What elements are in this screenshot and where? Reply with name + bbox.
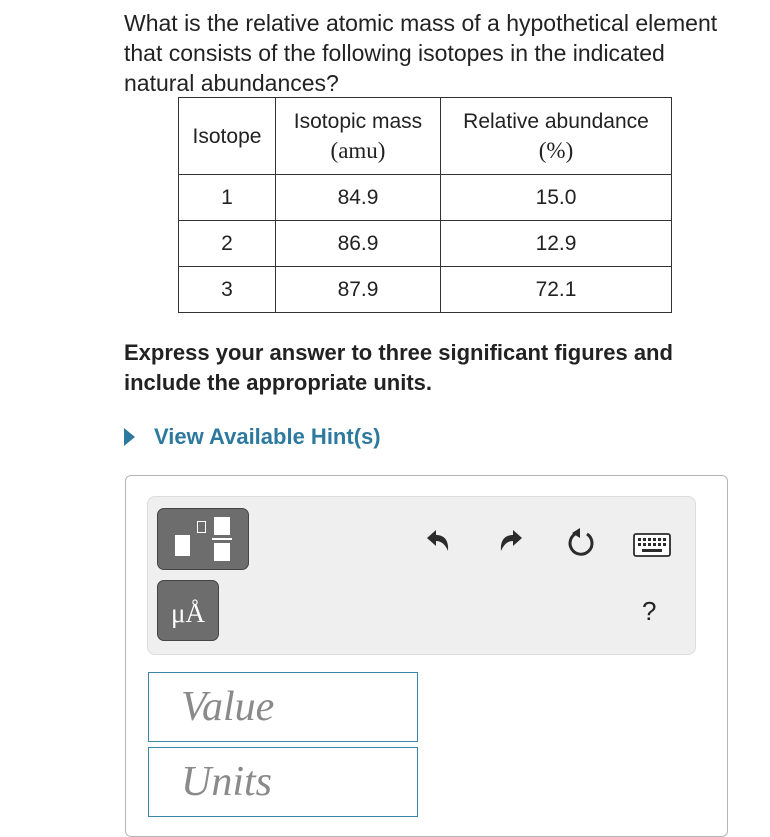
value-field[interactable] — [148, 672, 418, 742]
table-header-row — [179, 98, 672, 175]
header-isotopic-mass — [276, 98, 441, 175]
value-input[interactable] — [149, 673, 417, 741]
cell-abundance: 12.9 — [441, 221, 672, 267]
cell-mass: 86.9 — [276, 221, 441, 267]
expand-triangle-icon — [124, 428, 135, 446]
header-mass-unit: (amu) — [330, 138, 386, 163]
cell-mass: 87.9 — [276, 267, 441, 313]
cell-abundance: 15.0 — [441, 175, 672, 221]
cell-mass: 84.9 — [276, 175, 441, 221]
cell-isotope: 1 — [179, 175, 276, 221]
units-field[interactable] — [148, 747, 418, 817]
header-mass-label: Isotopic mass — [293, 110, 423, 133]
table-row — [179, 267, 672, 313]
table-row — [179, 221, 672, 267]
units-button[interactable]: μÅ — [157, 580, 219, 641]
header-relative-abundance — [441, 98, 672, 175]
keyboard-icon[interactable] — [633, 533, 671, 557]
reset-icon[interactable] — [565, 527, 597, 559]
isotope-table — [178, 97, 672, 313]
header-abundance-label: Relative abundance — [463, 110, 649, 133]
templates-button[interactable] — [157, 508, 249, 570]
help-button[interactable]: ? — [642, 596, 657, 626]
header-isotope: Isotope — [179, 98, 276, 175]
view-hints-label: View Available Hint(s) — [154, 424, 381, 449]
header-abundance-unit: (%) — [538, 138, 574, 163]
units-input[interactable] — [149, 748, 417, 816]
redo-icon[interactable] — [497, 527, 525, 555]
cell-abundance: 72.1 — [441, 267, 672, 313]
answer-instructions: Express your answer to three significant figures and include the appropriate units. — [124, 340, 673, 395]
cell-isotope: 3 — [179, 267, 276, 313]
table-row — [179, 175, 672, 221]
cell-isotope: 2 — [179, 221, 276, 267]
question-text: What is the relative atomic mass of a hypothetical element that consists of the following isotopes in the indicated natural abundances? — [124, 10, 718, 96]
undo-icon[interactable] — [424, 527, 452, 555]
view-hints-link[interactable] — [124, 424, 381, 450]
